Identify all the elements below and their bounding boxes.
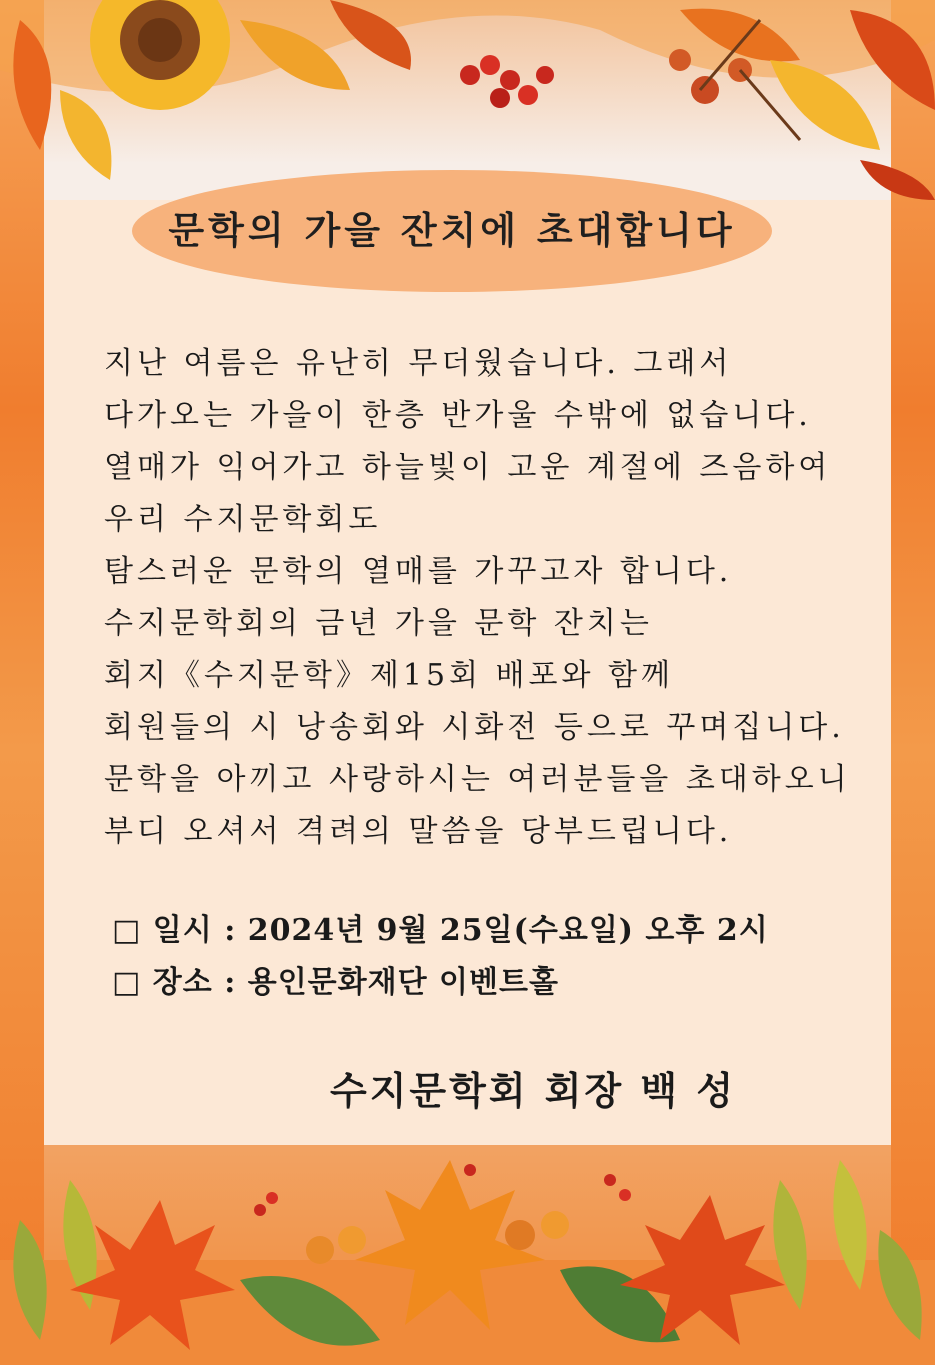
invitation-title: 문학의 가을 잔치에 초대합니다 (168, 208, 736, 252)
body-line-6: 수지문학회의 금년 가을 문학 잔치는 (104, 606, 653, 641)
body-line-10: 부디 오셔서 격려의 말씀을 당부드립니다. (104, 814, 733, 849)
body-line-2: 다가오는 가을이 한층 반가울 수밖에 없습니다. (104, 398, 812, 433)
body-line-3: 열매가 익어가고 하늘빛이 고운 계절에 즈음하여 (104, 450, 832, 485)
body-line-5: 탐스러운 문학의 열매를 가꾸고자 합니다. (104, 554, 733, 589)
title-banner (132, 170, 772, 292)
bottom-autumn-foliage-illustration (0, 1140, 935, 1365)
body-line-9: 문학을 아끼고 사랑하시는 여러분들을 초대하오니 (104, 762, 851, 797)
body-line-7: 회지《수지문학》제15회 배포와 함께 (104, 658, 674, 693)
body-line-4: 우리 수지문학회도 (104, 502, 382, 537)
body-line-8: 회원들의 시 낭송회와 시화전 등으로 꾸며집니다. (104, 710, 845, 745)
signature: 수지문학회 회장 백 성 (330, 1068, 737, 1113)
event-place-line: □ 장소 : 용인문화재단 이벤트홀 (112, 965, 559, 1000)
event-date-line: □ 일시 : 2024년 9월 25일(수요일) 오후 2시 (112, 913, 769, 948)
body-line-1: 지난 여름은 유난히 무더웠습니다. 그래서 (104, 346, 733, 381)
sunflower-icon (90, 0, 230, 110)
